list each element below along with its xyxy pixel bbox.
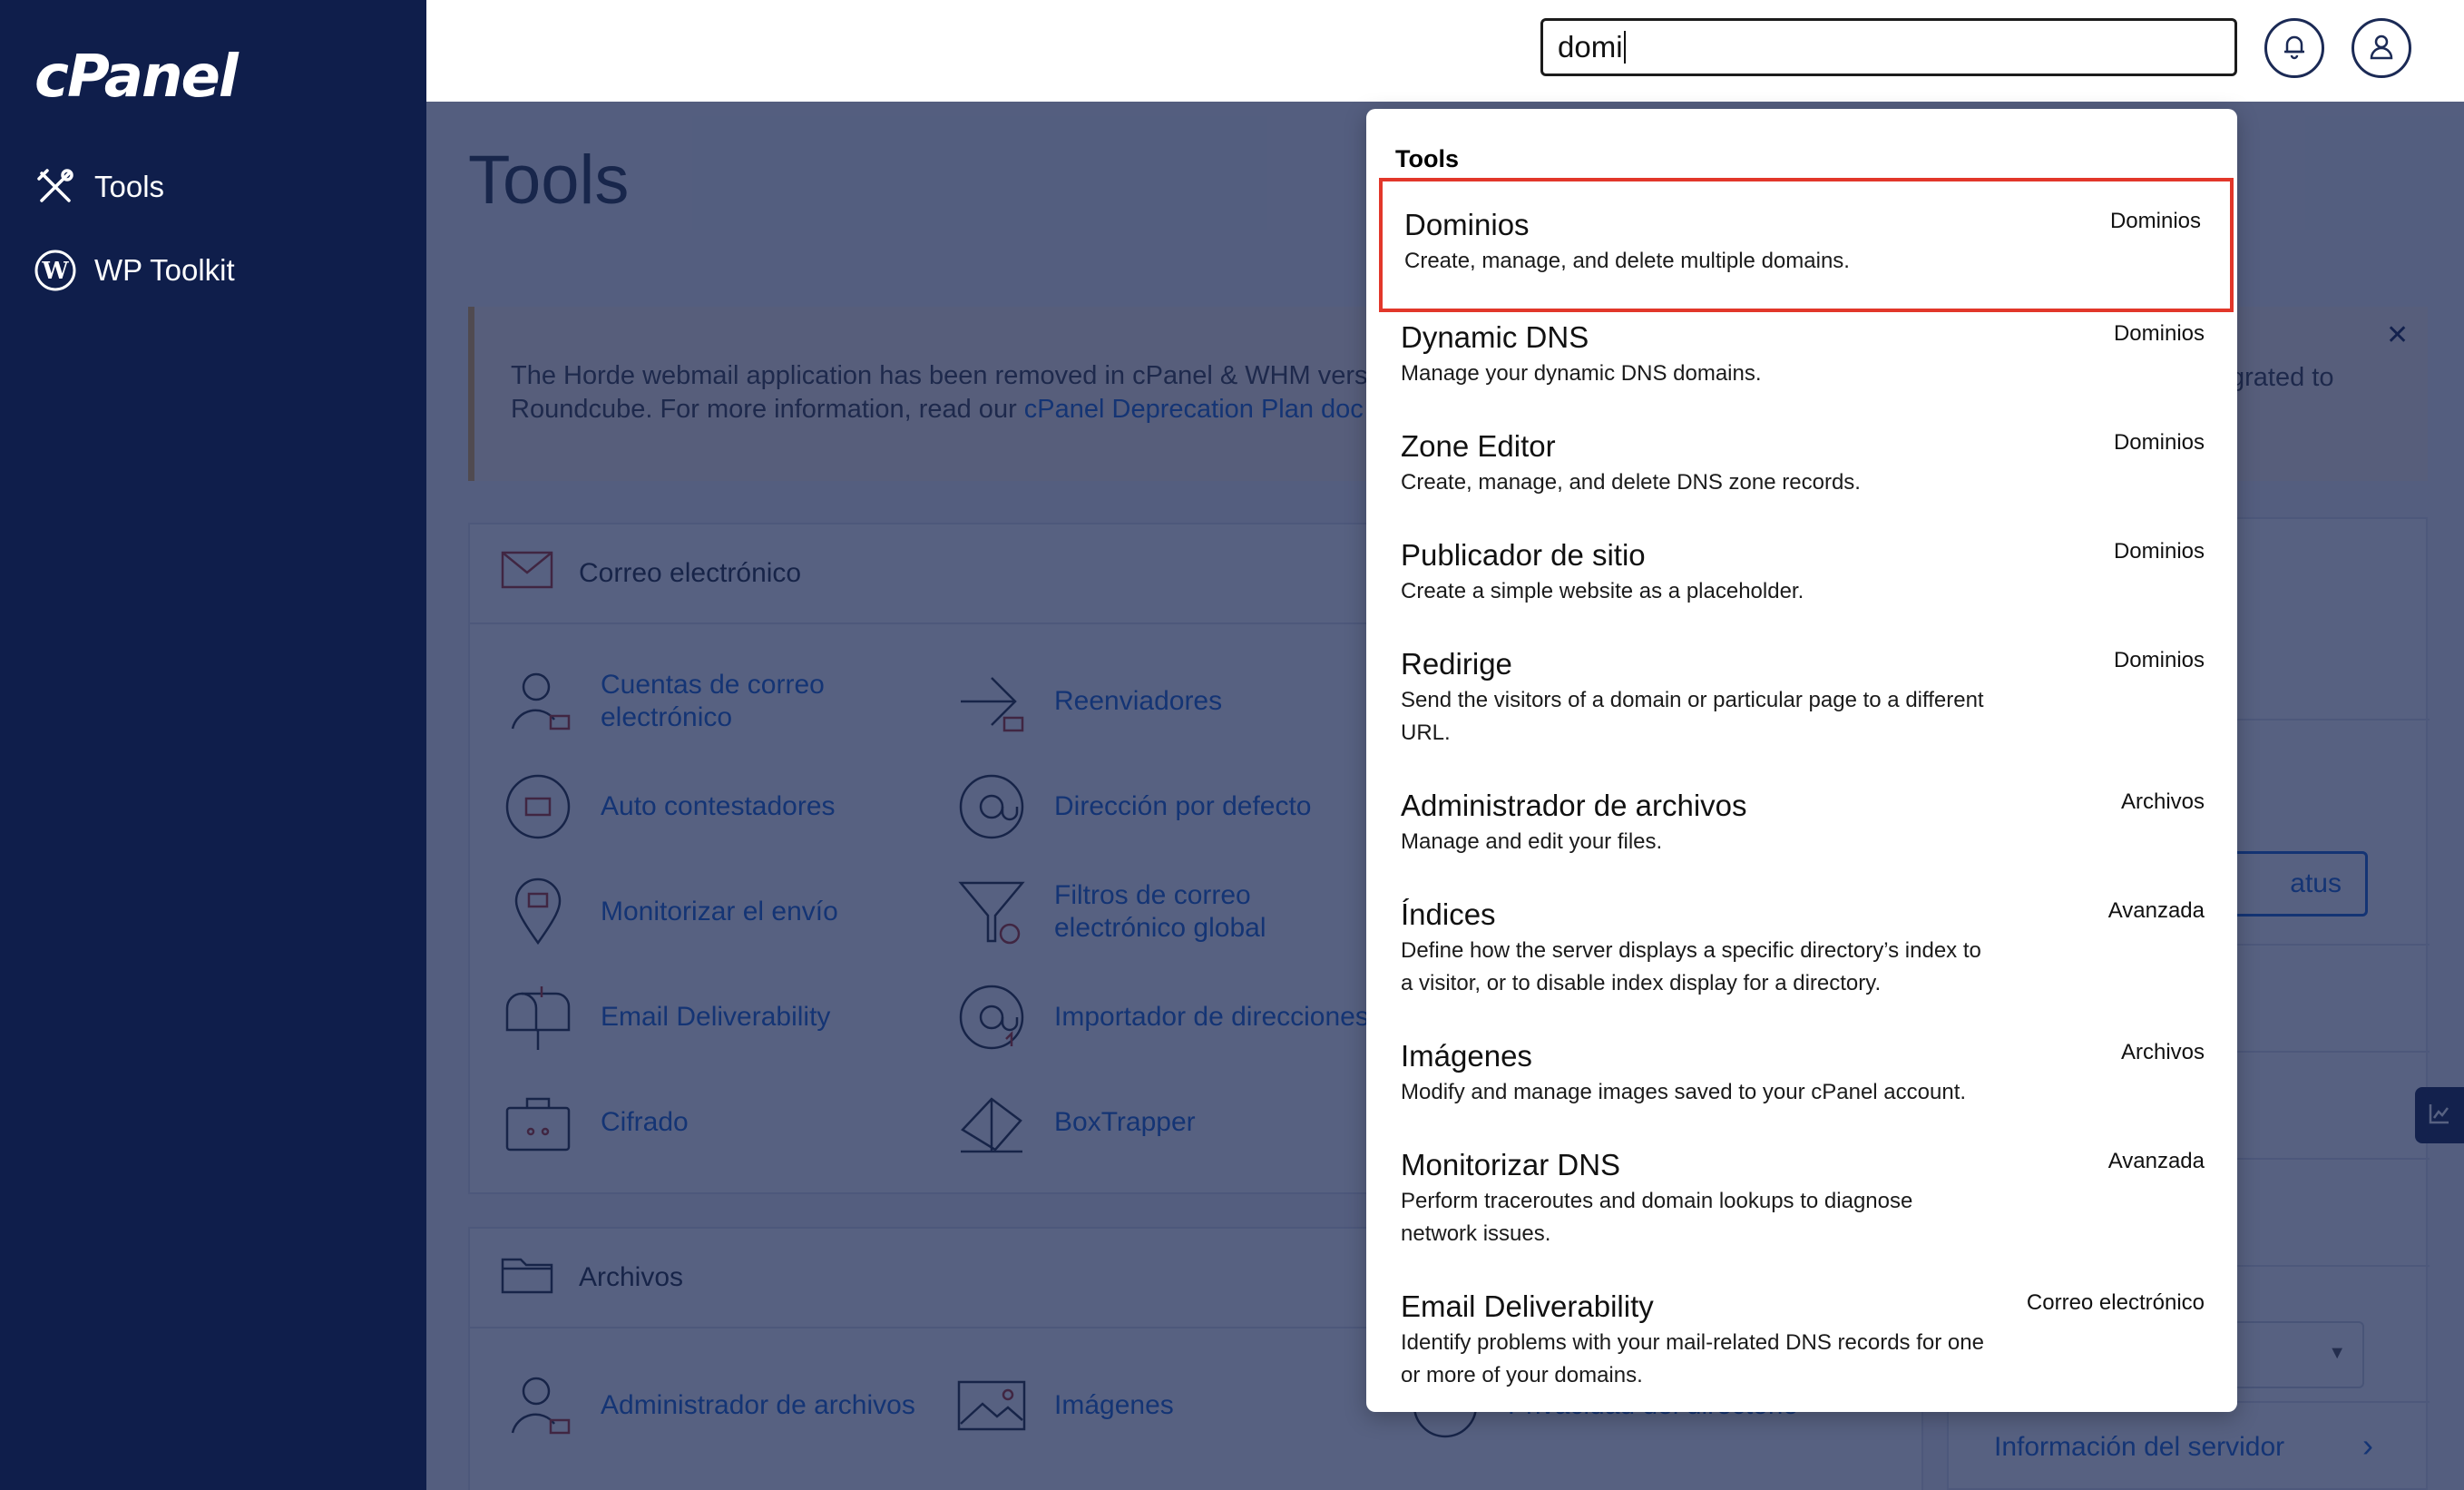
tools-icon [34, 166, 76, 208]
result-images[interactable] [1379, 1038, 2234, 1109]
result-description: Send the visitors of a domain or particular page to a different URL. [1401, 688, 1984, 745]
notifications-button[interactable] [2264, 18, 2324, 78]
wordpress-icon [34, 250, 76, 291]
result-description: Create, manage, and delete DNS zone records. [1401, 470, 1861, 495]
result-description: Modify and manage images saved to your cPanel account. [1401, 1080, 1967, 1104]
result-dynamic-dns[interactable] [1379, 319, 2234, 390]
sidebar-item-wp-toolkit[interactable] [34, 243, 235, 298]
result-title: Imágenes [1401, 1039, 1532, 1073]
result-category: Archivos [2120, 1040, 2205, 1064]
result-title: Monitorizar DNS [1401, 1148, 1621, 1181]
result-title: Publicador de sitio [1401, 538, 1646, 572]
result-title: Dominios [1404, 208, 1530, 241]
result-title: Email Deliverability [1401, 1289, 1654, 1323]
result-title: Redirige [1401, 647, 1512, 681]
result-category: Avanzada [2107, 1149, 2205, 1173]
text-caret [1624, 31, 1626, 64]
sidebar-item-label: WP Toolkit [94, 253, 235, 287]
result-title: Zone Editor [1401, 429, 1556, 463]
search-value: domi [1558, 30, 1623, 64]
svg-text:W: W [42, 258, 69, 285]
sidebar-item-label: Tools [94, 170, 165, 203]
results-heading: Tools [1395, 145, 1459, 172]
user-icon [2368, 33, 2395, 64]
search-input[interactable] [1540, 18, 2237, 76]
result-dns-monitor[interactable] [1379, 1147, 2234, 1250]
result-email-deliverability[interactable] [1379, 1289, 2234, 1392]
result-title: Índices [1401, 897, 1496, 931]
result-description: Create, manage, and delete multiple domains. [1404, 249, 1850, 273]
bell-icon [2281, 33, 2308, 64]
result-description: Identify problems with your mail-related DNS records for one or more of your domains. [1401, 1330, 1984, 1387]
result-category: Avanzada [2107, 898, 2205, 923]
result-category: Dominios [2113, 430, 2205, 455]
sidebar-item-tools[interactable] [34, 160, 164, 214]
result-description: Define how the server displays a specific directory’s index to a visitor, or to disable index display for a directory. [1401, 938, 1981, 995]
result-category: Dominios [2113, 648, 2205, 672]
result-file-manager[interactable] [1379, 788, 2234, 858]
result-description: Manage and edit your files. [1401, 829, 1663, 854]
result-category: Dominios [2113, 321, 2205, 346]
sidebar [0, 0, 426, 1490]
cpanel-logo[interactable]: cPanel [34, 44, 237, 111]
result-category: Dominios [2109, 209, 2201, 233]
result-indexes[interactable] [1379, 897, 2234, 1000]
result-site-publisher[interactable] [1379, 537, 2234, 608]
result-title: Dynamic DNS [1401, 320, 1589, 354]
result-category: Dominios [2113, 539, 2205, 564]
result-title: Administrador de archivos [1401, 789, 1747, 822]
result-zone-editor[interactable] [1379, 428, 2234, 499]
result-description: Create a simple website as a placeholder. [1401, 579, 1804, 603]
result-description: Perform traceroutes and domain lookups to diagnose network issues. [1401, 1189, 1913, 1246]
result-category: Archivos [2120, 789, 2205, 814]
result-redirects[interactable] [1379, 646, 2234, 750]
user-menu-button[interactable] [2352, 18, 2411, 78]
result-dominios[interactable] [1379, 178, 2234, 312]
search-results-dropdown [1366, 109, 2237, 1412]
result-category: Correo electrónico [2026, 1290, 2205, 1315]
result-description: Manage your dynamic DNS domains. [1401, 361, 1762, 386]
